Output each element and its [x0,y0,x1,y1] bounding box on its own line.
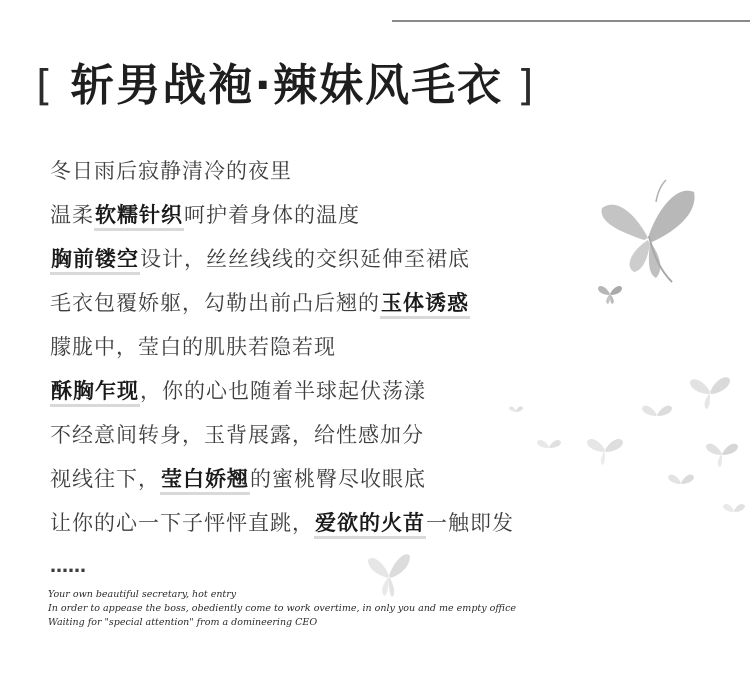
poem-highlight: 爱欲的火苗 [314,511,426,539]
english-line: Your own beautiful secretary, hot entry [48,589,237,600]
english-line: Waiting for "special attention" from a domineering CEO [48,617,318,628]
ellipsis: …… [50,556,86,577]
poem-text: 毛衣包覆娇躯，勾勒出前凸后翘的 [50,291,380,315]
poem-line [50,462,514,506]
poem-text: 呵护着身体的温度 [184,203,360,227]
butterfly-icon [536,436,562,458]
butterfly-icon [722,500,746,522]
english-line: In order to appease the boss, obediently come to work overtime, in only you and me empty office [48,603,517,614]
butterfly-icon [640,400,674,430]
poem-lines [50,154,514,594]
poem-text: ，你的心也随着半球起伏荡漾 [140,379,426,403]
poem-text: 朦胧中，莹白的肌肤若隐若现 [50,335,336,359]
poem-text: 温柔 [50,203,94,227]
page-title [36,56,536,116]
poem-line [50,154,514,198]
english-caption [48,588,516,630]
poem-line [50,286,514,330]
title-text: 斩男战袍·辣妹风毛衣 [70,60,504,111]
poem-highlight: 胸前镂空 [50,247,140,275]
poem-highlight: 软糯针织 [94,203,184,231]
poem-line [50,242,514,286]
butterfly-icon [597,282,623,306]
poem-text: 冬日雨后寂静清冷的夜里 [50,159,292,183]
poem-highlight: 玉体诱惑 [380,291,470,319]
poem-line [50,418,514,462]
poem-highlight: 酥胸乍现 [50,379,140,407]
poem-highlight: 莹白娇翘 [160,467,250,495]
poem-text: 一触即发 [426,511,514,535]
butterfly-icon [508,404,524,418]
poem-line [50,506,514,550]
butterfly-icon [598,178,698,286]
title-close-bracket: ] [517,61,536,110]
poem-text: 设计，丝丝线线的交织延伸至裙底 [140,247,470,271]
poem-text: 的蜜桃臀尽收眼底 [250,467,426,491]
poem-line [50,198,514,242]
poem-line [50,374,514,418]
butterfly-icon [688,372,732,412]
top-divider [392,20,750,22]
title-open-bracket: [ [36,61,55,110]
poem-text: 不经意间转身，玉背展露，给性感加分 [50,423,424,447]
butterfly-icon [366,548,412,600]
butterfly-icon [585,432,625,468]
poem-text: 视线往下， [50,467,160,491]
poem-line [50,330,514,374]
poem-text: 让你的心一下子怦怦直跳， [50,511,314,535]
butterfly-icon [666,470,696,496]
butterfly-icon [704,438,740,470]
